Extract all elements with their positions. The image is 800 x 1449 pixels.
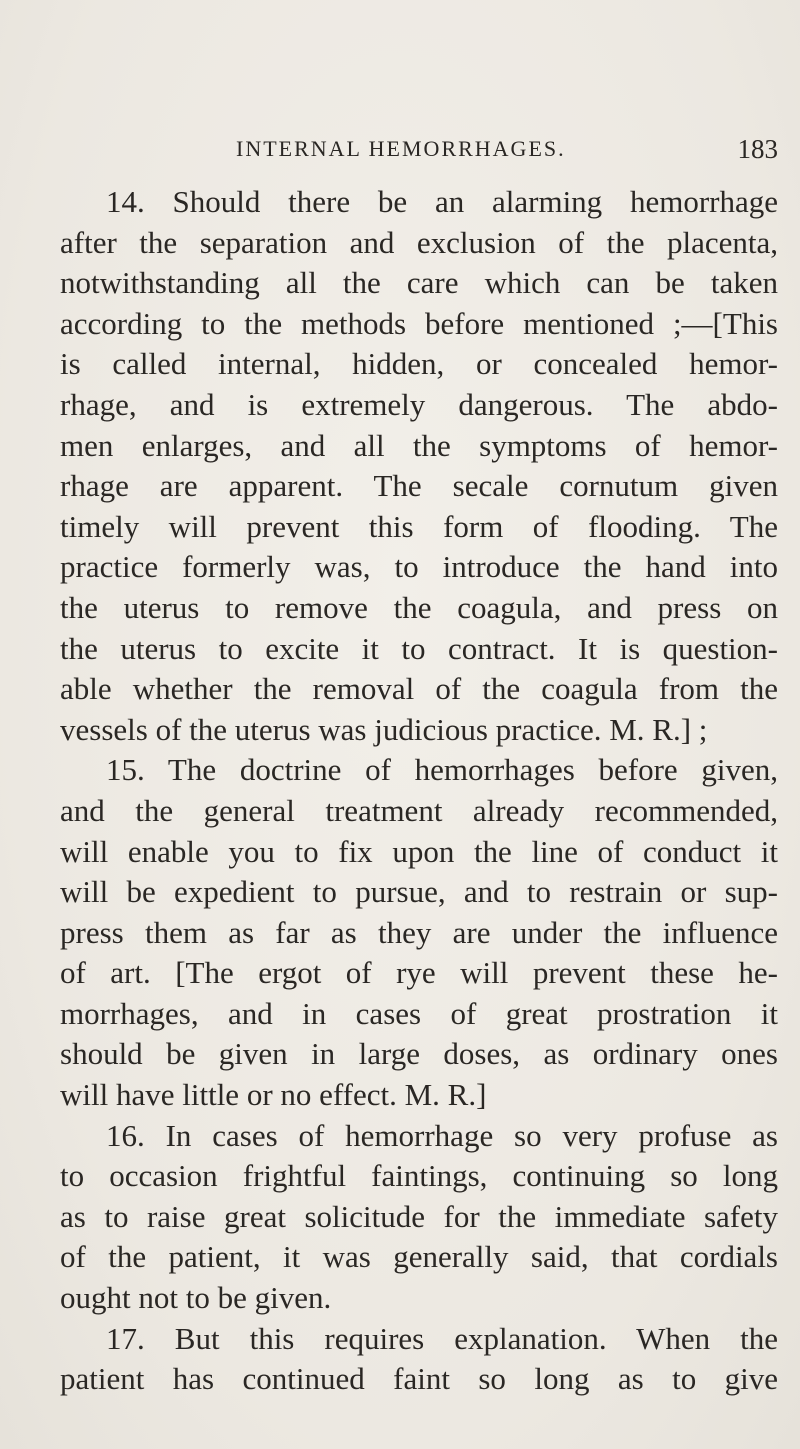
text-line: according to the methods before mentioned ;—[This (60, 305, 778, 341)
text-line: of the patient, it was generally said, that cordials (60, 1239, 778, 1275)
text-line: timely will prevent this form of flooding. The (60, 508, 778, 544)
text-line: notwithstanding all the care which can be taken (60, 265, 778, 301)
text-line: 15. The doctrine of hemorrhages before given, (106, 752, 778, 788)
text-line: 16. In cases of hemorrhage so very profuse as (106, 1117, 778, 1153)
text-line: 14. Should there be an alarming hemorrhage (106, 184, 778, 219)
text-line: will be expedient to pursue, and to restrain or sup- (60, 874, 778, 910)
text-line: should be given in large doses, as ordinary ones (60, 1036, 778, 1072)
text-line: the uterus to remove the coagula, and press on (60, 589, 778, 625)
text-line: patient has continued faint so long as to give (60, 1361, 778, 1397)
header-title: INTERNAL HEMORRHAGES. (236, 136, 566, 161)
page-number: 183 (737, 134, 778, 164)
text-line: 17. But this requires explanation. When the (106, 1320, 778, 1356)
text-line: rhage are apparent. The secale cornutum given (60, 468, 778, 504)
text-line: press them as far as they are under the influence (60, 914, 778, 950)
text-line: will enable you to fix upon the line of conduct it (60, 833, 778, 869)
body-text (60, 182, 778, 1400)
text-line: to occasion frightful faintings, continuing so long (60, 1158, 778, 1194)
running-header (236, 136, 778, 176)
text-line: practice formerly was, to introduce the hand into (60, 549, 778, 585)
text-line: vessels of the uterus was judicious practice. M. R.] ; (60, 711, 708, 747)
text-line: will have little or no effect. M. R.] (60, 1077, 487, 1113)
text-line: of art. [The ergot of rye will prevent these he- (60, 955, 778, 991)
text-line: the uterus to excite it to contract. It is question- (60, 630, 778, 666)
text-line: morrhages, and in cases of great prostration it (60, 995, 778, 1031)
text-line: and the general treatment already recommended, (60, 792, 778, 828)
text-line: able whether the removal of the coagula from the (60, 671, 778, 707)
text-line: after the separation and exclusion of the placenta, (60, 224, 778, 260)
text-line: rhage, and is extremely dangerous. The abdo- (60, 386, 778, 422)
text-line: ought not to be given. (60, 1280, 332, 1316)
text-line: men enlarges, and all the symptoms of hemor- (60, 427, 778, 463)
text-line: is called internal, hidden, or concealed hemor- (60, 346, 778, 382)
text-line: as to raise great solicitude for the immediate safety (60, 1198, 778, 1234)
